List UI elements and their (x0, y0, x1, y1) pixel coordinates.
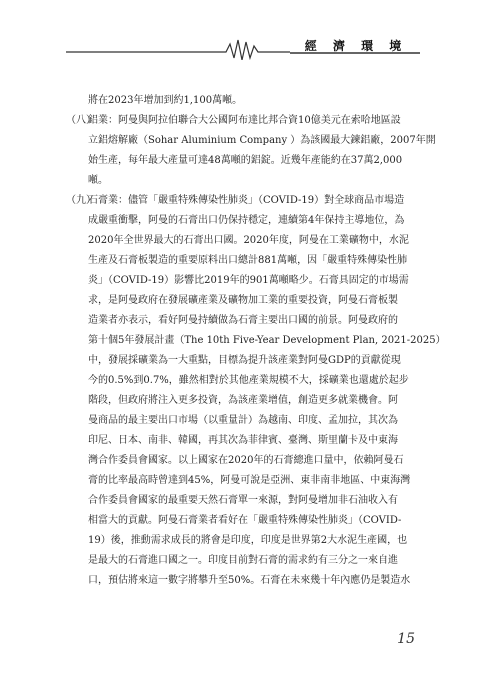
text-line: 石膏業：儘管「嚴重特殊傳染性肺炎」（COVID-19）對全球商品市場造 (88, 195, 405, 206)
text-line: 階段，但政府將注入更多投資，為該產業增值，創造更多就業機會。阿 (88, 395, 398, 406)
text-line: 2020年全世界最大的石膏出口國。2020年度，阿曼在工業礦物中，水泥 (88, 235, 409, 246)
paragraph-marker: （八） (66, 115, 96, 126)
text-line: 成嚴重衝擊，阿曼的石膏出口仍保持穩定，連續第4年保持主導地位，為 (88, 215, 405, 226)
page-number: 15 (397, 631, 415, 647)
text-line: 始生產，每年最大產量可達48萬噸的鋁錠。近幾年產能約在37萬2,000 (88, 155, 403, 166)
document-body (66, 91, 446, 591)
intro-line: 將在2023年增加到約1,100萬噸。 (88, 95, 243, 106)
text-line: 相當大的貢獻。阿曼石膏業者看好在「嚴重特殊傳染性肺炎」（COVID- (88, 515, 402, 526)
text-line: 第十個5年發展計畫（The 10th Five-Year Development Plan, 2021-2025） (88, 335, 446, 346)
paragraph-gypsum (66, 191, 446, 591)
text-line: 曼商品的最主要出口市場（以重量計）為越南、印度、孟加拉，其次為 (88, 415, 398, 426)
paragraph-aluminium (66, 111, 436, 191)
paragraph-marker: （九） (66, 195, 96, 206)
text-line: 造業者亦表示，看好阿曼持續做為石膏主要出口國的前景。阿曼政府的 (88, 315, 398, 326)
text-line: 口，預估將來這一數字將攀升至50%。石膏在未來幾十年內應仍是製造水 (88, 575, 411, 586)
text-line: 合作委員會國家的最重要天然石膏單一來源，對阿曼增加非石油收入有 (88, 495, 398, 506)
text-line: 立鋁熔解廠（Sohar Aluminium Company ）為該國最大鍊鋁廠，2007年開 (88, 135, 436, 146)
text-line: 灣合作委員會國家。以上國家在2020年的石膏總進口量中，依賴阿曼石 (88, 455, 404, 466)
text-line: 中，發展採礦業為一大重點，目標為提升該產業對阿曼GDP的貢獻從現 (88, 355, 401, 366)
text-line: 求，是阿曼政府在發展礦產業及礦物加工業的重要投資，阿曼石膏板製 (88, 295, 398, 306)
text-line: 炎」（COVID-19）影響比2019年的901萬噸略少。石膏具固定的市場需 (88, 275, 409, 286)
text-line: 鋁業：阿曼與阿拉伯聯合大公國阿布達比邦合資10億美元在索哈地區設 (88, 115, 401, 126)
section-title: 經 濟 環 境 (304, 39, 408, 53)
text-line: 膏的比率最高時曾達到45%，阿曼可說是亞洲、東非南非地區、中東海灣 (88, 475, 411, 486)
text-line: 今的0.5%到0.7%，雖然相對於其他產業規模不大，採礦業也還處於起步 (88, 375, 409, 386)
text-line: 印尼、日本、南非、韓國，再其次為菲律賓、臺灣、斯里蘭卡及中東海 (88, 435, 398, 446)
text-line: 噸。 (88, 175, 108, 186)
text-line: 19）後，推動需求成長的將會是印度，印度是世界第2大水泥生產國，也 (88, 535, 408, 546)
text-line: 生產及石膏板製造的重要原料出口總計881萬噸，因「嚴重特殊傳染性肺 (88, 255, 408, 266)
text-line: 是最大的石膏進口國之一。印度目前對石膏的需求約有三分之一來自進 (88, 555, 398, 566)
